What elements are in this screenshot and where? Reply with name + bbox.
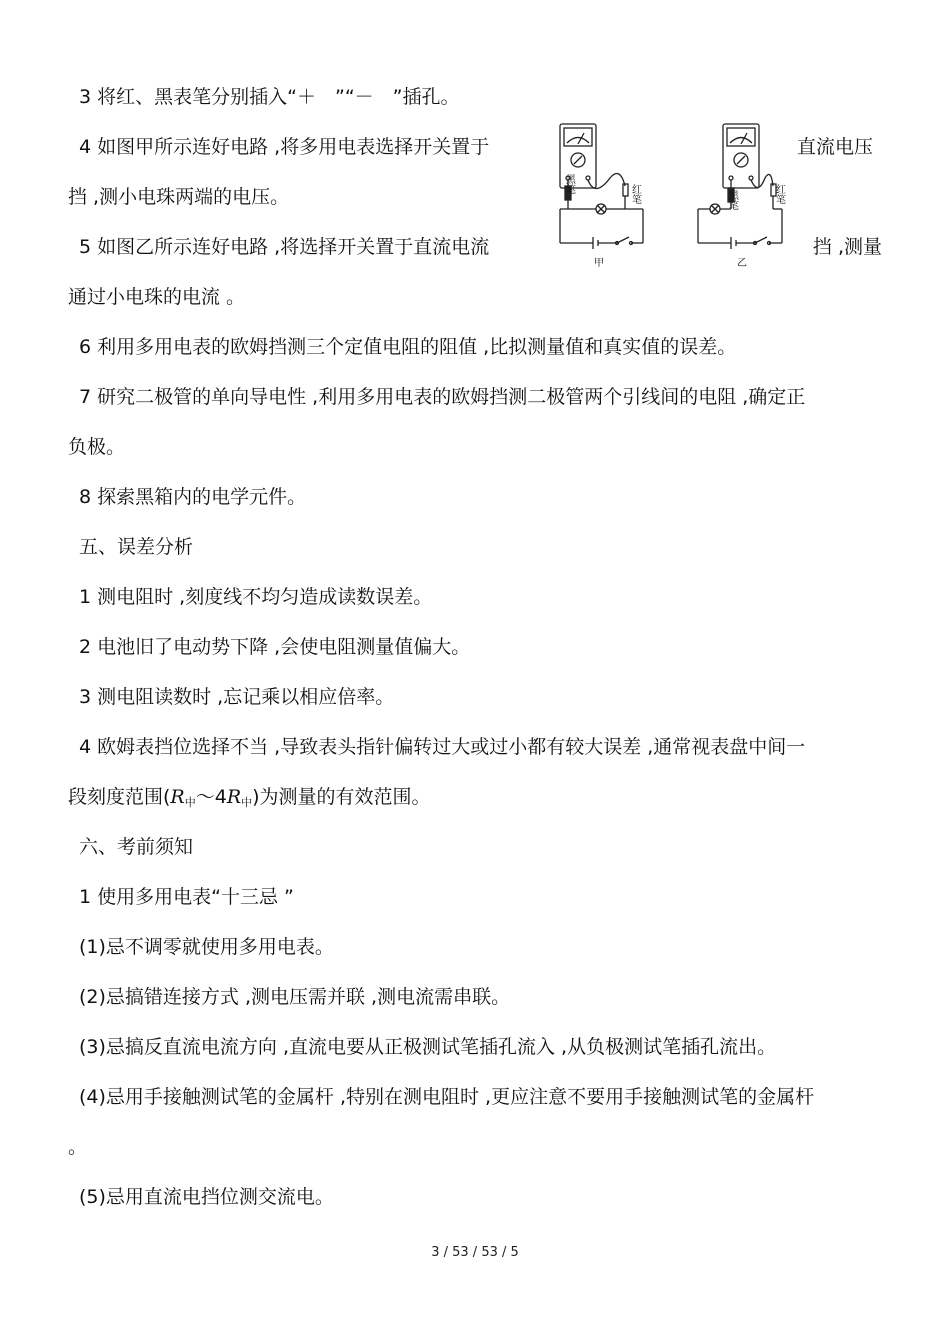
- multimeter-circuit-figure: [555, 118, 790, 273]
- step-5-line-end: 挡 ,测量: [812, 236, 882, 258]
- tip-1-4-line: (4)忌用手接触测试笔的金属杆 ,特别在测电阻时 ,更应注意不要用手接触测试笔的金属杆: [79, 1086, 815, 1108]
- red-probe-label-jia: 红笔: [629, 184, 641, 204]
- step-7-line: 7 研究二极管的单向导电性 ,利用多用电表的欧姆挡测二极管两个引线间的电阻 ,确定正: [79, 386, 806, 408]
- step-4-line-cont: 挡 ,测小电珠两端的电压。: [68, 186, 290, 208]
- tip-1-line: 1 使用多用电表“十三忌 ”: [79, 886, 294, 908]
- step-6-line: 6 利用多用电表的欧姆挡测三个定值电阻的阻值 ,比拟测量值和真实值的误差。: [79, 336, 737, 358]
- figure-yi: [698, 124, 782, 249]
- r-symbol-2: R: [226, 786, 242, 808]
- range-text-pre: 段刻度范围(: [68, 786, 171, 808]
- section-6-heading: 六、考前须知: [79, 836, 194, 858]
- black-probe-label-yi: 黑笔: [726, 190, 738, 210]
- r-subscript-1: 中: [184, 796, 196, 809]
- caption-jia: 甲: [594, 258, 604, 269]
- step-4-line-end: 直流电压: [797, 136, 874, 158]
- tip-1-5-line: (5)忌用直流电挡位测交流电。: [79, 1186, 334, 1208]
- tip-1-1-line: (1)忌不调零就使用多用电表。: [79, 936, 334, 958]
- step-8-line: 8 探索黑箱内的电学元件。: [79, 486, 307, 508]
- error-2-line: 2 电池旧了电动势下降 ,会使电阻测量值偏大。: [79, 636, 471, 658]
- error-3-line: 3 测电阻读数时 ,忘记乘以相应倍率。: [79, 686, 395, 708]
- step-5-line-start: 5 如图乙所示连好电路 ,将选择开关置于直流电流: [79, 236, 490, 258]
- error-4-line-cont: [68, 785, 431, 815]
- tip-1-2-line: (2)忌搞错连接方式 ,测电压需并联 ,测电流需串联。: [79, 986, 511, 1008]
- r-subscript-2: 中: [241, 796, 253, 809]
- tip-1-4-line-cont: 。: [68, 1136, 88, 1158]
- caption-yi: 乙: [737, 258, 747, 269]
- step-3-line: 3 将红、黑表笔分别插入“＋ ”“－ ”插孔。: [79, 86, 460, 108]
- range-text-post: )为测量的有效范围。: [252, 786, 431, 808]
- step-5-line-cont: 通过小电珠的电流 。: [68, 286, 246, 308]
- error-1-line: 1 测电阻时 ,刻度线不均匀造成读数误差。: [79, 586, 433, 608]
- black-probe-label-jia: 黑笔: [563, 174, 575, 194]
- step-4-line-start: 4 如图甲所示连好电路 ,将多用电表选择开关置于: [79, 136, 490, 158]
- red-probe-label-yi: 红笔: [773, 184, 785, 204]
- error-4-line: 4 欧姆表挡位选择不当 ,导致表头指针偏转过大或过小都有较大误差 ,通常视表盘中间一: [79, 736, 806, 758]
- section-5-heading: 五、误差分析: [79, 536, 194, 558]
- r-symbol-1: R: [170, 786, 185, 808]
- tip-1-3-line: (3)忌搞反直流电流方向 ,直流电要从正极测试笔插孔流入 ,从负极测试笔插孔流出。: [79, 1036, 777, 1058]
- page-number-footer: 3 / 53 / 53 / 5: [431, 1245, 519, 1260]
- step-7-line-cont: 负极。: [68, 436, 126, 458]
- range-text-mid: ～4: [195, 786, 227, 808]
